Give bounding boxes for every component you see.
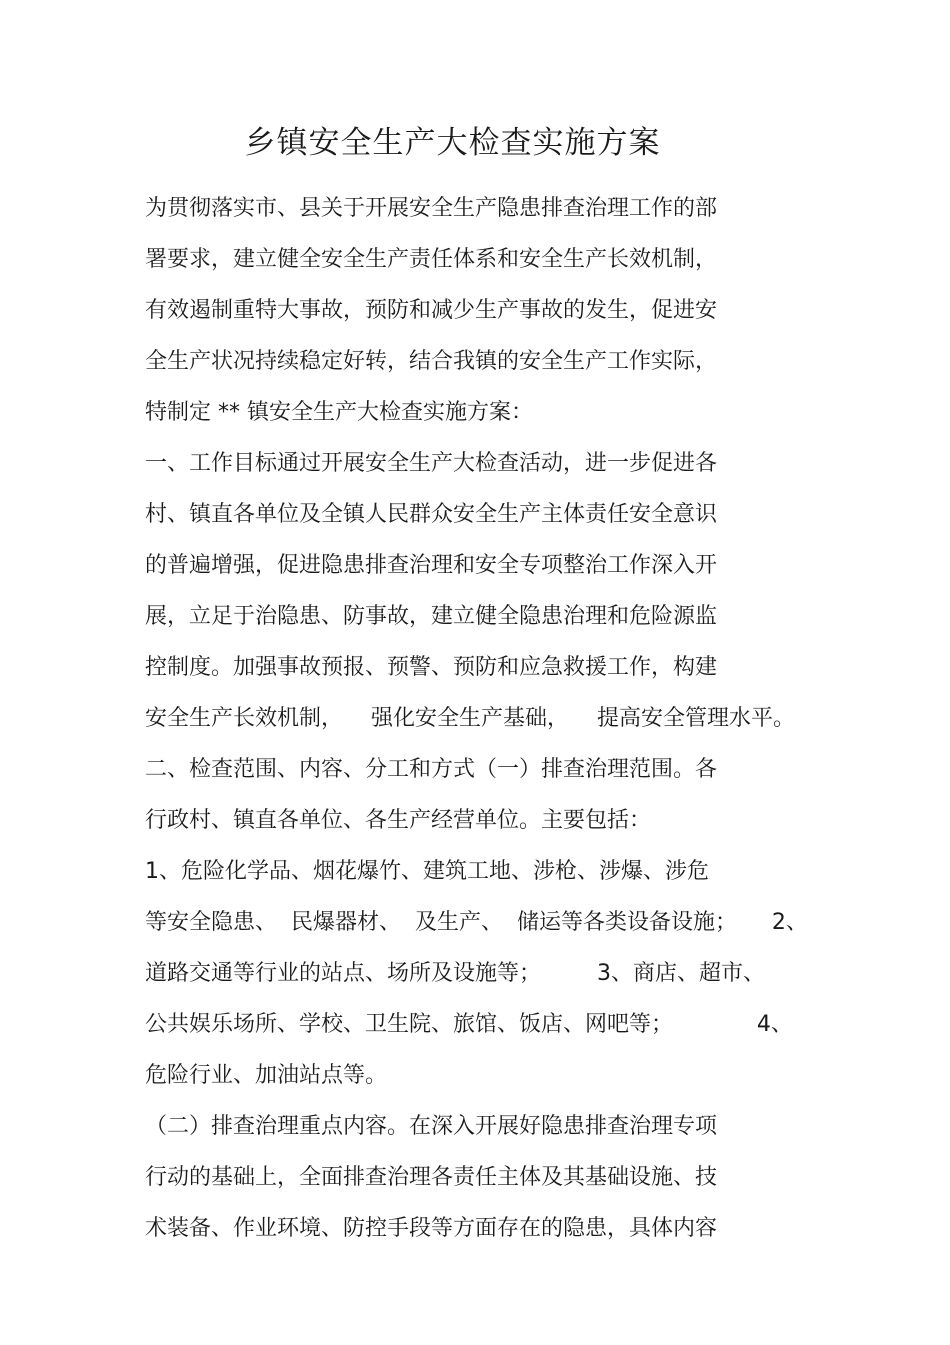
text-line: 安全生产长效机制， 强化安全生产基础， 提高安全管理水平。 (145, 706, 795, 731)
text-line: 一、工作目标通过开展安全生产大检查活动，进一步促进各 (145, 451, 718, 476)
text-line: 的普遍增强，促进隐患排查治理和安全专项整治工作深入开 (145, 553, 718, 578)
text-line: 行政村、镇直各单位、各生产经营单位。主要包括： (145, 808, 652, 833)
text-line: 展，立足于治隐患、防事故，建立健全隐患治理和危险源监 (145, 604, 718, 629)
text-line: 全生产状况持续稳定好转，结合我镇的安全生产工作实际， (145, 349, 718, 374)
document-title: 乡镇安全生产大检查实施方案 (244, 125, 661, 161)
document-body (145, 183, 825, 1254)
text-line: 1、危险化学品、烟花爆竹、建筑工地、涉枪、涉爆、涉危 (145, 859, 709, 884)
text-line: 公共娱乐场所、学校、卫生院、旅馆、饭店、网吧等； 4、 (145, 1012, 793, 1037)
text-line: 为贯彻落实市、县关于开展安全生产隐患排查治理工作的部 (145, 196, 718, 221)
text-line: 特制定 ** 镇安全生产大检查实施方案： (145, 400, 533, 425)
text-line: 控制度。加强事故预报、预警、预防和应急救援工作，构建 (145, 655, 718, 680)
text-line: 术装备、作业环境、防控手段等方面存在的隐患，具体内容 (145, 1216, 718, 1241)
text-line: 村、镇直各单位及全镇人民群众安全生产主体责任安全意识 (145, 502, 718, 527)
text-line: 行动的基础上，全面排查治理各责任主体及其基础设施、技 (145, 1165, 718, 1190)
text-line: 署要求，建立健全安全生产责任体系和安全生产长效机制， (145, 247, 718, 272)
text-line: （二）排查治理重点内容。在深入开展好隐患排查治理专项 (145, 1114, 718, 1139)
text-line: 危险行业、加油站点等。 (145, 1063, 388, 1088)
text-line: 道路交通等行业的站点、场所及设施等； 3、商店、超市、 (145, 961, 765, 986)
text-line: 有效遏制重特大事故，预防和减少生产事故的发生，促进安 (145, 298, 718, 323)
text-line: 等安全隐患、 民爆器材、 及生产、 储运等各类设备设施； 2、 (145, 910, 808, 935)
text-line: 二、检查范围、内容、分工和方式（一）排查治理范围。各 (145, 757, 718, 782)
